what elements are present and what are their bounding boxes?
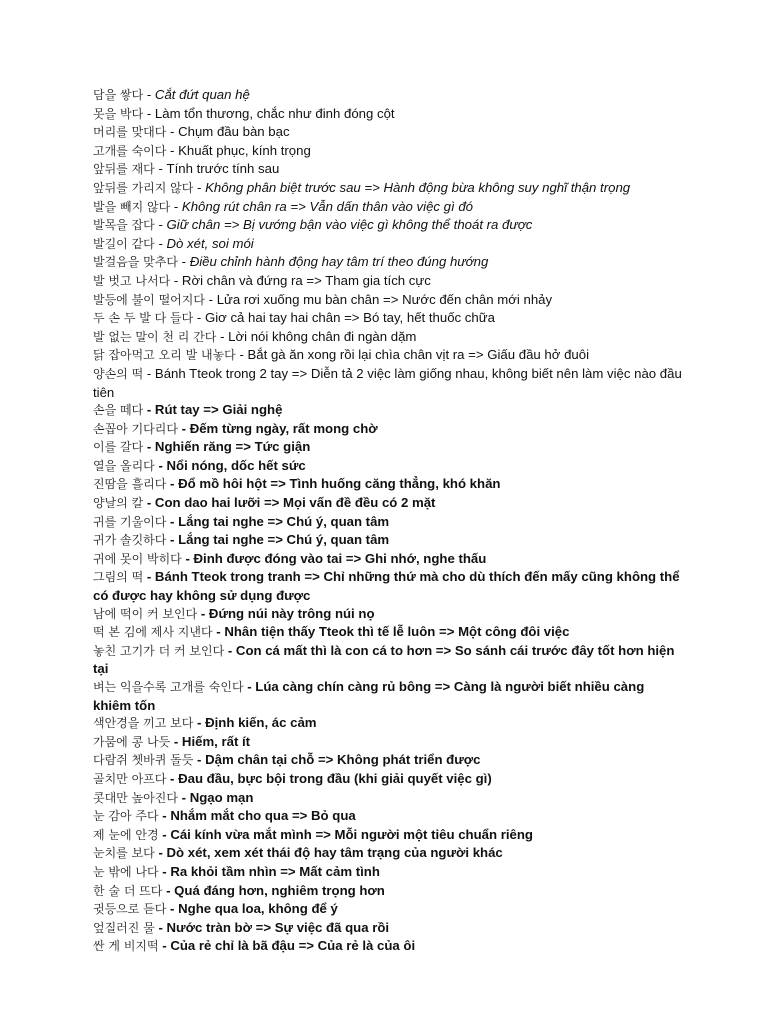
separator: - (143, 402, 155, 418)
idiom-entry (93, 550, 683, 569)
separator: - (235, 347, 248, 363)
korean-idiom: 두 손 두 발 다 들다 (93, 311, 194, 326)
korean-idiom: 손을 떼다 (93, 403, 144, 418)
korean-idiom: 떡 본 김에 제사 지낸다 (93, 625, 213, 640)
idiom-entry (93, 733, 683, 752)
korean-idiom: 눈치를 보다 (93, 846, 155, 861)
separator: - (212, 624, 225, 640)
vietnamese-meaning: Dậm chân tại chỗ => Không phát triển được (205, 752, 481, 768)
separator: - (154, 161, 167, 177)
korean-idiom: 다람쥐 쳇바퀴 돌듯 (93, 753, 194, 768)
separator: - (166, 532, 179, 548)
vietnamese-meaning: Nổi nóng, dốc hết sức (166, 457, 306, 473)
idiom-entry (93, 642, 683, 678)
idiom-entry (93, 751, 683, 770)
separator: - (166, 901, 179, 917)
separator: - (193, 179, 206, 195)
korean-idiom: 앞뒤를 재다 (93, 162, 155, 177)
korean-idiom: 열을 올리다 (93, 458, 155, 473)
vietnamese-meaning: Cái kính vừa mắt mình => Mỗi người một tiêu chuẩn riêng (170, 826, 533, 842)
idiom-entry (93, 253, 683, 272)
separator: - (166, 770, 179, 786)
korean-idiom: 담을 쌓다 (93, 88, 144, 102)
vietnamese-meaning: Con cá mất thì là con cá to hơn => So sánh cái trước đây tốt hơn hiện tại (93, 642, 675, 677)
korean-idiom: 남에 떡이 커 보인다 (93, 606, 198, 621)
separator: - (143, 87, 155, 102)
separator: - (158, 826, 171, 842)
separator: - (170, 272, 182, 288)
vietnamese-meaning: Bánh Tteok trong tranh => Chỉ những thứ mà cho dù thích đến mấy cũng không thể có được hay không sử dụng được (93, 569, 680, 604)
idiom-entry (93, 235, 683, 254)
idiom-entry (93, 401, 683, 420)
idiom-entry (93, 807, 683, 826)
vietnamese-meaning: Lửa rơi xuống mu bàn chân => Nước đến chân mới nhảy (216, 291, 553, 307)
idiom-entry (93, 291, 683, 310)
idiom-entry (93, 789, 683, 808)
separator: - (143, 495, 155, 511)
separator: - (193, 752, 206, 768)
vietnamese-meaning: Không rút chân ra => Vẫn dấn thân vào việc gì đó (181, 198, 473, 214)
vietnamese-meaning: Đứng núi này trông núi nọ (208, 605, 375, 621)
vietnamese-meaning: Đau đầu, bực bội trong đầu (khi giải quyết việc gì) (178, 770, 492, 786)
idiom-entry (93, 494, 683, 513)
vietnamese-meaning: Định kiến, ác cảm (205, 715, 317, 731)
vietnamese-meaning: Bánh Tteok trong 2 tay => Diễn tả 2 việc làm giống nhau, không biết nên làm việc nào đầu tiên (93, 365, 682, 400)
separator: - (204, 291, 217, 307)
korean-idiom: 벼는 익을수록 고개를 숙인다 (93, 680, 244, 694)
idiom-entry (93, 160, 683, 179)
korean-idiom: 귀에 못이 박히다 (93, 551, 182, 566)
separator: - (154, 457, 167, 473)
korean-idiom: 엎질러진 물 (93, 920, 155, 935)
separator: - (143, 105, 155, 121)
vietnamese-meaning: Cắt đứt quan hệ (154, 87, 250, 102)
vietnamese-meaning: Lời nói không chân đi ngàn dặm (228, 328, 417, 344)
vietnamese-meaning: Nghiến răng => Tức giận (154, 439, 311, 455)
korean-idiom: 색안경을 끼고 보다 (93, 716, 194, 731)
separator: - (177, 789, 190, 805)
separator: - (193, 310, 205, 326)
vietnamese-meaning: Giữ chân => Bị vướng bận vào việc gì không thể thoát ra được (166, 217, 533, 233)
korean-idiom: 발 벗고 나서다 (93, 273, 171, 288)
vietnamese-meaning: Đổ mồ hôi hột => Tình huống căng thẳng, khó khăn (178, 476, 501, 492)
korean-idiom: 못을 박다 (93, 106, 144, 121)
separator: - (177, 254, 190, 270)
vietnamese-meaning: Dò xét, soi mói (166, 235, 254, 251)
vietnamese-meaning: Dò xét, xem xét thái độ hay tâm trạng của người khác (166, 845, 503, 861)
separator: - (158, 938, 171, 954)
korean-idiom: 발목을 잡다 (93, 218, 155, 233)
idiom-entry (93, 198, 683, 217)
vietnamese-meaning: Rút tay => Giải nghệ (154, 402, 283, 418)
korean-idiom: 발걸음을 맞추다 (93, 255, 178, 270)
vietnamese-meaning: Làm tổn thương, chắc như đinh đóng cột (154, 105, 395, 121)
idiom-entry (93, 826, 683, 845)
separator: - (216, 328, 229, 344)
idiom-entry (93, 457, 683, 476)
korean-idiom: 그림의 떡 (93, 570, 144, 585)
idiom-list (93, 86, 683, 956)
korean-idiom: 놓친 고기가 더 커 보인다 (93, 643, 225, 658)
idiom-entry (93, 605, 683, 624)
separator: - (143, 439, 155, 455)
idiom-entry (93, 900, 683, 919)
separator: - (154, 919, 167, 935)
vietnamese-meaning: Lắng tai nghe => Chú ý, quan tâm (178, 513, 390, 529)
separator: - (181, 550, 194, 566)
separator: - (166, 513, 179, 529)
korean-idiom: 이를 갈다 (93, 440, 144, 455)
korean-idiom: 눈 감아 주다 (93, 809, 159, 824)
separator: - (154, 217, 167, 233)
korean-idiom: 앞뒤를 가리지 않다 (93, 180, 194, 195)
vietnamese-meaning: Con dao hai lưỡi => Mọi vấn đề đều có 2 mặt (154, 495, 436, 511)
korean-idiom: 골치만 아프다 (93, 771, 167, 786)
separator: - (170, 198, 182, 214)
idiom-entry (93, 346, 683, 365)
korean-idiom: 귀가 솔깃하다 (93, 533, 167, 548)
idiom-entry (93, 420, 683, 439)
separator: - (170, 733, 182, 749)
idiom-entry (93, 770, 683, 789)
idiom-entry (93, 475, 683, 494)
idiom-entry (93, 438, 683, 457)
idiom-entry (93, 623, 683, 642)
korean-idiom: 귓등으로 듣다 (93, 902, 167, 917)
idiom-entry (93, 678, 683, 714)
korean-idiom: 양손의 떡 (93, 366, 144, 381)
vietnamese-meaning: Tính trước tính sau (166, 161, 280, 177)
separator: - (197, 605, 209, 621)
separator: - (154, 845, 167, 861)
idiom-entry (93, 882, 683, 901)
idiom-entry (93, 714, 683, 733)
separator: - (143, 569, 155, 585)
idiom-entry (93, 531, 683, 550)
idiom-entry (93, 86, 683, 105)
separator: - (158, 863, 171, 879)
korean-idiom: 발을 빼지 않다 (93, 199, 171, 214)
idiom-entry (93, 216, 683, 235)
korean-idiom: 머리를 맞대다 (93, 125, 167, 140)
korean-idiom: 발등에 불이 떨어지다 (93, 292, 205, 307)
separator: - (166, 142, 179, 158)
vietnamese-meaning: Ngạo mạn (189, 789, 254, 805)
vietnamese-meaning: Ra khỏi tầm nhìn => Mất cảm tình (170, 863, 380, 879)
korean-idiom: 양날의 칼 (93, 496, 144, 511)
vietnamese-meaning: Giơ cả hai tay hai chân => Bó tay, hết thuốc chữa (204, 310, 495, 326)
separator: - (162, 882, 175, 898)
idiom-entry (93, 863, 683, 882)
idiom-entry (93, 272, 683, 291)
korean-idiom: 고개를 숙이다 (93, 143, 167, 158)
separator: - (166, 476, 179, 492)
korean-idiom: 가뭄에 콩 나듯 (93, 734, 171, 749)
idiom-entry (93, 513, 683, 532)
vietnamese-meaning: Bắt gà ăn xong rồi lại chìa chân vịt ra => Giấu đầu hở đuôi (247, 347, 589, 363)
vietnamese-meaning: Chụm đầu bàn bạc (178, 124, 290, 140)
separator: - (154, 235, 167, 251)
vietnamese-meaning: Rời chân và đứng ra => Tham gia tích cực (181, 272, 431, 288)
idiom-entry (93, 365, 683, 401)
separator: - (158, 808, 171, 824)
vietnamese-meaning: Nghe qua loa, không để ý (178, 901, 338, 917)
korean-idiom: 귀를 기울이다 (93, 514, 167, 529)
vietnamese-meaning: Nước tràn bờ => Sự việc đã qua rồi (166, 919, 390, 935)
vietnamese-meaning: Nhân tiện thấy Tteok thì tế lễ luôn => Một công đôi việc (224, 624, 570, 640)
idiom-entry (93, 309, 683, 328)
vietnamese-meaning: Khuất phục, kính trọng (178, 142, 311, 158)
vietnamese-meaning: Quá đáng hơn, nghiêm trọng hơn (174, 882, 385, 898)
korean-idiom: 발 없는 말이 천 리 간다 (93, 329, 217, 344)
vietnamese-meaning: Đinh được đóng vào tai => Ghi nhớ, nghe thấu (193, 550, 487, 566)
separator: - (143, 365, 155, 381)
vietnamese-meaning: Hiếm, rất ít (181, 733, 251, 749)
korean-idiom: 콧대만 높아진다 (93, 790, 178, 805)
separator: - (193, 715, 206, 731)
idiom-entry (93, 328, 683, 347)
vietnamese-meaning: Lúa càng chín càng rủ bông => Càng là người biết nhiều càng khiêm tốn (93, 679, 645, 713)
idiom-entry (93, 105, 683, 124)
korean-idiom: 손꼽아 기다리다 (93, 421, 178, 436)
idiom-entry (93, 937, 683, 956)
idiom-entry (93, 142, 683, 161)
vietnamese-meaning: Nhắm mắt cho qua => Bỏ qua (170, 808, 356, 824)
korean-idiom: 한 술 더 뜨다 (93, 883, 163, 898)
separator: - (243, 679, 256, 694)
idiom-entry (93, 568, 683, 604)
korean-idiom: 발길이 같다 (93, 236, 155, 251)
vietnamese-meaning: Điều chỉnh hành động hay tâm trí theo đúng hướng (189, 254, 489, 270)
vietnamese-meaning: Không phân biệt trước sau => Hành động bừa không suy nghĩ thận trọng (205, 179, 631, 195)
vietnamese-meaning: Của rẻ chỉ là bã đậu => Của rẻ là của ôi (170, 938, 416, 954)
idiom-entry (93, 844, 683, 863)
korean-idiom: 진땀을 흘리다 (93, 477, 167, 492)
vietnamese-meaning: Lắng tai nghe => Chú ý, quan tâm (178, 532, 390, 548)
idiom-entry (93, 123, 683, 142)
korean-idiom: 제 눈에 안경 (93, 827, 159, 842)
korean-idiom: 닭 잡아먹고 오리 발 내놓다 (93, 348, 236, 363)
separator: - (166, 124, 179, 140)
korean-idiom: 싼 게 비지떡 (93, 939, 159, 954)
idiom-entry (93, 179, 683, 198)
separator: - (224, 642, 236, 658)
korean-idiom: 눈 밖에 나다 (93, 864, 159, 879)
idiom-entry (93, 919, 683, 938)
separator: - (177, 420, 190, 436)
vietnamese-meaning: Đếm từng ngày, rất mong chờ (189, 420, 378, 436)
